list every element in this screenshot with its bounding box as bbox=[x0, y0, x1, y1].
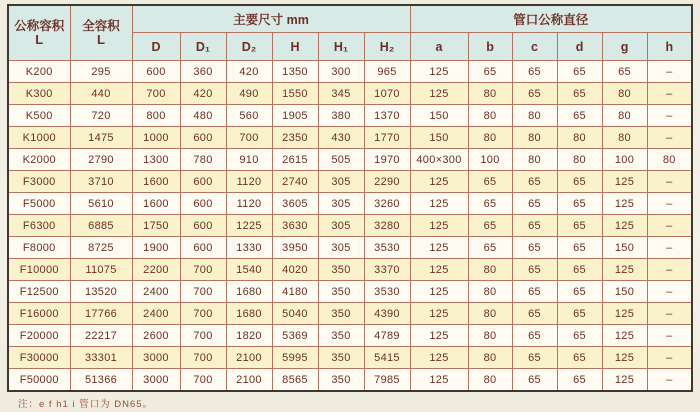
table-cell: 125 bbox=[410, 171, 468, 193]
model-cell: F50000 bbox=[8, 369, 70, 392]
table-cell: 4020 bbox=[272, 259, 318, 281]
table-cell: 80 bbox=[468, 83, 512, 105]
model-cell: F10000 bbox=[8, 259, 70, 281]
table-cell: 345 bbox=[318, 83, 364, 105]
table-row bbox=[8, 149, 692, 171]
table-cell: 4390 bbox=[364, 303, 410, 325]
table-cell: 100 bbox=[602, 149, 647, 171]
table-cell: 1750 bbox=[132, 215, 180, 237]
table-cell: 350 bbox=[318, 281, 364, 303]
table-cell: 4180 bbox=[272, 281, 318, 303]
table-row bbox=[8, 281, 692, 303]
table-cell: 8725 bbox=[70, 237, 132, 259]
table-cell: 1000 bbox=[132, 127, 180, 149]
table-cell: 17766 bbox=[70, 303, 132, 325]
table-cell: 350 bbox=[318, 325, 364, 347]
col-header-h2: H₂ bbox=[364, 33, 410, 61]
table-cell: 80 bbox=[602, 83, 647, 105]
table-cell: 800 bbox=[132, 105, 180, 127]
tank-spec-table bbox=[7, 4, 693, 392]
table-cell: 65 bbox=[557, 325, 602, 347]
table-cell: 1475 bbox=[70, 127, 132, 149]
table-cell: 700 bbox=[180, 303, 226, 325]
model-cell: F12500 bbox=[8, 281, 70, 303]
table-row bbox=[8, 61, 692, 83]
table-cell: 440 bbox=[70, 83, 132, 105]
model-cell: F30000 bbox=[8, 347, 70, 369]
table-cell: 380 bbox=[318, 105, 364, 127]
table-cell: 65 bbox=[557, 61, 602, 83]
table-cell: 5995 bbox=[272, 347, 318, 369]
full-volume-unit: L bbox=[97, 32, 105, 47]
table-cell: – bbox=[647, 347, 692, 369]
table-cell: 600 bbox=[180, 193, 226, 215]
table-cell: 8565 bbox=[272, 369, 318, 392]
table-cell: 150 bbox=[602, 237, 647, 259]
col-header-d1: D₁ bbox=[180, 33, 226, 61]
table-cell: 720 bbox=[70, 105, 132, 127]
table-cell: 125 bbox=[410, 237, 468, 259]
table-cell: 80 bbox=[557, 149, 602, 171]
table-row bbox=[8, 347, 692, 369]
model-cell: K200 bbox=[8, 61, 70, 83]
table-cell: 65 bbox=[557, 171, 602, 193]
table-cell: 65 bbox=[512, 325, 557, 347]
table-cell: 125 bbox=[410, 193, 468, 215]
table-cell: 560 bbox=[226, 105, 272, 127]
table-cell: 305 bbox=[318, 193, 364, 215]
col-header-nozzle-diameter: 管口公称直径 bbox=[410, 5, 692, 33]
table-cell: 3000 bbox=[132, 369, 180, 392]
table-cell: – bbox=[647, 105, 692, 127]
table-cell: 1770 bbox=[364, 127, 410, 149]
table-cell: 600 bbox=[132, 61, 180, 83]
col-header-d2: D₂ bbox=[226, 33, 272, 61]
table-cell: 33301 bbox=[70, 347, 132, 369]
table-cell: 65 bbox=[557, 303, 602, 325]
table-cell: 3530 bbox=[364, 281, 410, 303]
table-cell: 1820 bbox=[226, 325, 272, 347]
table-cell: 3000 bbox=[132, 347, 180, 369]
nominal-volume-unit: L bbox=[35, 32, 44, 47]
table-cell: 150 bbox=[410, 127, 468, 149]
model-cell: F6300 bbox=[8, 215, 70, 237]
table-cell: 965 bbox=[364, 61, 410, 83]
table-cell: 125 bbox=[602, 171, 647, 193]
table-cell: 430 bbox=[318, 127, 364, 149]
table-cell: 2100 bbox=[226, 347, 272, 369]
table-cell: 5415 bbox=[364, 347, 410, 369]
table-cell: 1900 bbox=[132, 237, 180, 259]
col-header-main-dimensions: 主要尺寸 mm bbox=[132, 5, 410, 33]
col-header-h1: H₁ bbox=[318, 33, 364, 61]
table-cell: 910 bbox=[226, 149, 272, 171]
table-cell: 125 bbox=[410, 83, 468, 105]
table-cell: 700 bbox=[180, 259, 226, 281]
table-cell: 2790 bbox=[70, 149, 132, 171]
table-row bbox=[8, 215, 692, 237]
table-cell: 5369 bbox=[272, 325, 318, 347]
table-cell: 305 bbox=[318, 237, 364, 259]
table-row bbox=[8, 303, 692, 325]
table-cell: 1600 bbox=[132, 171, 180, 193]
table-cell: 125 bbox=[410, 303, 468, 325]
table-cell: 80 bbox=[468, 259, 512, 281]
table-cell: 65 bbox=[468, 215, 512, 237]
table-cell: 65 bbox=[602, 61, 647, 83]
table-cell: 100 bbox=[468, 149, 512, 171]
table-cell: 700 bbox=[132, 83, 180, 105]
table-cell: 80 bbox=[512, 149, 557, 171]
table-cell: 150 bbox=[410, 105, 468, 127]
table-cell: 1680 bbox=[226, 303, 272, 325]
table-cell: 125 bbox=[602, 215, 647, 237]
model-cell: F5000 bbox=[8, 193, 70, 215]
table-cell: 125 bbox=[602, 303, 647, 325]
table-cell: 65 bbox=[512, 281, 557, 303]
table-cell: 80 bbox=[602, 105, 647, 127]
table-cell: 65 bbox=[512, 369, 557, 392]
table-cell: 295 bbox=[70, 61, 132, 83]
table-cell: 505 bbox=[318, 149, 364, 171]
table-cell: 6885 bbox=[70, 215, 132, 237]
table-cell: 350 bbox=[318, 369, 364, 392]
table-row bbox=[8, 193, 692, 215]
table-cell: 65 bbox=[468, 193, 512, 215]
full-volume-label: 全容积 bbox=[82, 19, 120, 33]
table-row bbox=[8, 171, 692, 193]
table-row bbox=[8, 83, 692, 105]
table-cell: 80 bbox=[468, 303, 512, 325]
col-header-g: g bbox=[602, 33, 647, 61]
model-cell: F3000 bbox=[8, 171, 70, 193]
table-cell: 3260 bbox=[364, 193, 410, 215]
table-cell: 65 bbox=[512, 215, 557, 237]
table-cell: 1550 bbox=[272, 83, 318, 105]
model-cell: F20000 bbox=[8, 325, 70, 347]
table-cell: 125 bbox=[410, 215, 468, 237]
table-cell: 80 bbox=[468, 325, 512, 347]
table-cell: 350 bbox=[318, 259, 364, 281]
model-cell: F8000 bbox=[8, 237, 70, 259]
table-cell: 700 bbox=[180, 347, 226, 369]
table-cell: 1600 bbox=[132, 193, 180, 215]
table-cell: 1970 bbox=[364, 149, 410, 171]
table-cell: 51366 bbox=[70, 369, 132, 392]
table-cell: 65 bbox=[557, 215, 602, 237]
table-cell: 305 bbox=[318, 171, 364, 193]
table-cell: 150 bbox=[602, 281, 647, 303]
table-cell: 700 bbox=[226, 127, 272, 149]
model-cell: K1000 bbox=[8, 127, 70, 149]
col-header-h: H bbox=[272, 33, 318, 61]
table-cell: 65 bbox=[468, 61, 512, 83]
col-header-b: b bbox=[468, 33, 512, 61]
table-cell: 125 bbox=[410, 347, 468, 369]
table-cell: 125 bbox=[410, 259, 468, 281]
table-cell: 80 bbox=[512, 127, 557, 149]
table-cell: 125 bbox=[602, 369, 647, 392]
col-header-d-nozzle: d bbox=[557, 33, 602, 61]
table-cell: 780 bbox=[180, 149, 226, 171]
table-cell: – bbox=[647, 303, 692, 325]
header-row-groups bbox=[8, 5, 692, 33]
table-cell: 125 bbox=[602, 347, 647, 369]
table-cell: 400×300 bbox=[410, 149, 468, 171]
col-header-a: a bbox=[410, 33, 468, 61]
table-cell: 125 bbox=[602, 259, 647, 281]
table-cell: 80 bbox=[602, 127, 647, 149]
table-cell: 80 bbox=[512, 105, 557, 127]
table-cell: 80 bbox=[468, 127, 512, 149]
table-cell: 2200 bbox=[132, 259, 180, 281]
model-cell: K500 bbox=[8, 105, 70, 127]
table-cell: 80 bbox=[468, 105, 512, 127]
table-cell: 11075 bbox=[70, 259, 132, 281]
footnote: 注：e f h1 i 管口为 DN65。 bbox=[18, 399, 154, 410]
table-cell: 3605 bbox=[272, 193, 318, 215]
table-cell: 65 bbox=[557, 369, 602, 392]
col-header-nominal-volume bbox=[8, 5, 70, 61]
table-cell: 1120 bbox=[226, 193, 272, 215]
table-cell: 1330 bbox=[226, 237, 272, 259]
table-cell: 700 bbox=[180, 281, 226, 303]
table-cell: 65 bbox=[557, 237, 602, 259]
model-cell: K2000 bbox=[8, 149, 70, 171]
table-cell: 3370 bbox=[364, 259, 410, 281]
table-cell: 1540 bbox=[226, 259, 272, 281]
table-cell: 2100 bbox=[226, 369, 272, 392]
table-cell: 2290 bbox=[364, 171, 410, 193]
table-row bbox=[8, 127, 692, 149]
table-cell: – bbox=[647, 259, 692, 281]
table-cell: 80 bbox=[468, 281, 512, 303]
table-cell: 2600 bbox=[132, 325, 180, 347]
table-cell: 600 bbox=[180, 215, 226, 237]
table-cell: 600 bbox=[180, 171, 226, 193]
table-cell: 80 bbox=[557, 127, 602, 149]
table-cell: 65 bbox=[557, 105, 602, 127]
table-cell: 490 bbox=[226, 83, 272, 105]
table-cell: 65 bbox=[557, 83, 602, 105]
table-cell: 600 bbox=[180, 237, 226, 259]
table-cell: 65 bbox=[557, 281, 602, 303]
model-cell: K300 bbox=[8, 83, 70, 105]
table-cell: 65 bbox=[557, 347, 602, 369]
table-cell: 22217 bbox=[70, 325, 132, 347]
table-cell: 4789 bbox=[364, 325, 410, 347]
table-cell: 1350 bbox=[272, 61, 318, 83]
table-cell: – bbox=[647, 281, 692, 303]
table-cell: 3280 bbox=[364, 215, 410, 237]
table-cell: – bbox=[647, 237, 692, 259]
table-cell: – bbox=[647, 171, 692, 193]
table-cell: 305 bbox=[318, 215, 364, 237]
table-cell: 65 bbox=[512, 303, 557, 325]
table-cell: 65 bbox=[512, 83, 557, 105]
table-row bbox=[8, 325, 692, 347]
col-header-c: c bbox=[512, 33, 557, 61]
table-cell: 2400 bbox=[132, 303, 180, 325]
table-cell: 65 bbox=[468, 171, 512, 193]
table-cell: – bbox=[647, 193, 692, 215]
table-cell: 125 bbox=[410, 61, 468, 83]
table-cell: 350 bbox=[318, 347, 364, 369]
table-cell: 1120 bbox=[226, 171, 272, 193]
table-row bbox=[8, 369, 692, 392]
table-cell: – bbox=[647, 127, 692, 149]
table-cell: 13520 bbox=[70, 281, 132, 303]
table-cell: 65 bbox=[512, 171, 557, 193]
table-cell: 1680 bbox=[226, 281, 272, 303]
table-cell: 420 bbox=[180, 83, 226, 105]
table-cell: 5610 bbox=[70, 193, 132, 215]
table-cell: 65 bbox=[512, 61, 557, 83]
table-cell: 125 bbox=[410, 325, 468, 347]
table-cell: 420 bbox=[226, 61, 272, 83]
col-header-d: D bbox=[132, 33, 180, 61]
table-cell: 7985 bbox=[364, 369, 410, 392]
table-cell: 80 bbox=[468, 347, 512, 369]
table-cell: 2740 bbox=[272, 171, 318, 193]
table-cell: 3630 bbox=[272, 215, 318, 237]
table-cell: 3950 bbox=[272, 237, 318, 259]
table-cell: 350 bbox=[318, 303, 364, 325]
table-cell: 700 bbox=[180, 369, 226, 392]
table-cell: 3530 bbox=[364, 237, 410, 259]
model-cell: F16000 bbox=[8, 303, 70, 325]
table-cell: 65 bbox=[557, 193, 602, 215]
table-cell: 1905 bbox=[272, 105, 318, 127]
table-cell: 80 bbox=[647, 149, 692, 171]
table-cell: 1225 bbox=[226, 215, 272, 237]
table-cell: 3710 bbox=[70, 171, 132, 193]
table-cell: 5040 bbox=[272, 303, 318, 325]
table-cell: 600 bbox=[180, 127, 226, 149]
table-cell: 2615 bbox=[272, 149, 318, 171]
table-cell: 65 bbox=[512, 259, 557, 281]
table-cell: 360 bbox=[180, 61, 226, 83]
col-header-h-nozzle: h bbox=[647, 33, 692, 61]
table-cell: 1070 bbox=[364, 83, 410, 105]
table-cell: – bbox=[647, 61, 692, 83]
table-cell: 700 bbox=[180, 325, 226, 347]
table-row bbox=[8, 105, 692, 127]
table-cell: 125 bbox=[602, 325, 647, 347]
table-cell: 65 bbox=[512, 193, 557, 215]
table-cell: 65 bbox=[557, 259, 602, 281]
table-row bbox=[8, 259, 692, 281]
table-row bbox=[8, 237, 692, 259]
table-cell: 480 bbox=[180, 105, 226, 127]
table-cell: 1300 bbox=[132, 149, 180, 171]
table-cell: 65 bbox=[512, 237, 557, 259]
table-cell: 1370 bbox=[364, 105, 410, 127]
table-cell: – bbox=[647, 369, 692, 392]
table-cell: 2350 bbox=[272, 127, 318, 149]
table-cell: 65 bbox=[512, 347, 557, 369]
table-cell: 125 bbox=[602, 193, 647, 215]
table-cell: 65 bbox=[468, 237, 512, 259]
table-cell: 125 bbox=[410, 369, 468, 392]
table-cell: 2400 bbox=[132, 281, 180, 303]
col-header-full-volume bbox=[70, 5, 132, 61]
nominal-volume-label: 公称容积 bbox=[14, 19, 65, 33]
table-cell: 80 bbox=[468, 369, 512, 392]
table-cell: 300 bbox=[318, 61, 364, 83]
table-cell: – bbox=[647, 83, 692, 105]
table-cell: – bbox=[647, 215, 692, 237]
table-cell: 125 bbox=[410, 281, 468, 303]
table-cell: – bbox=[647, 325, 692, 347]
